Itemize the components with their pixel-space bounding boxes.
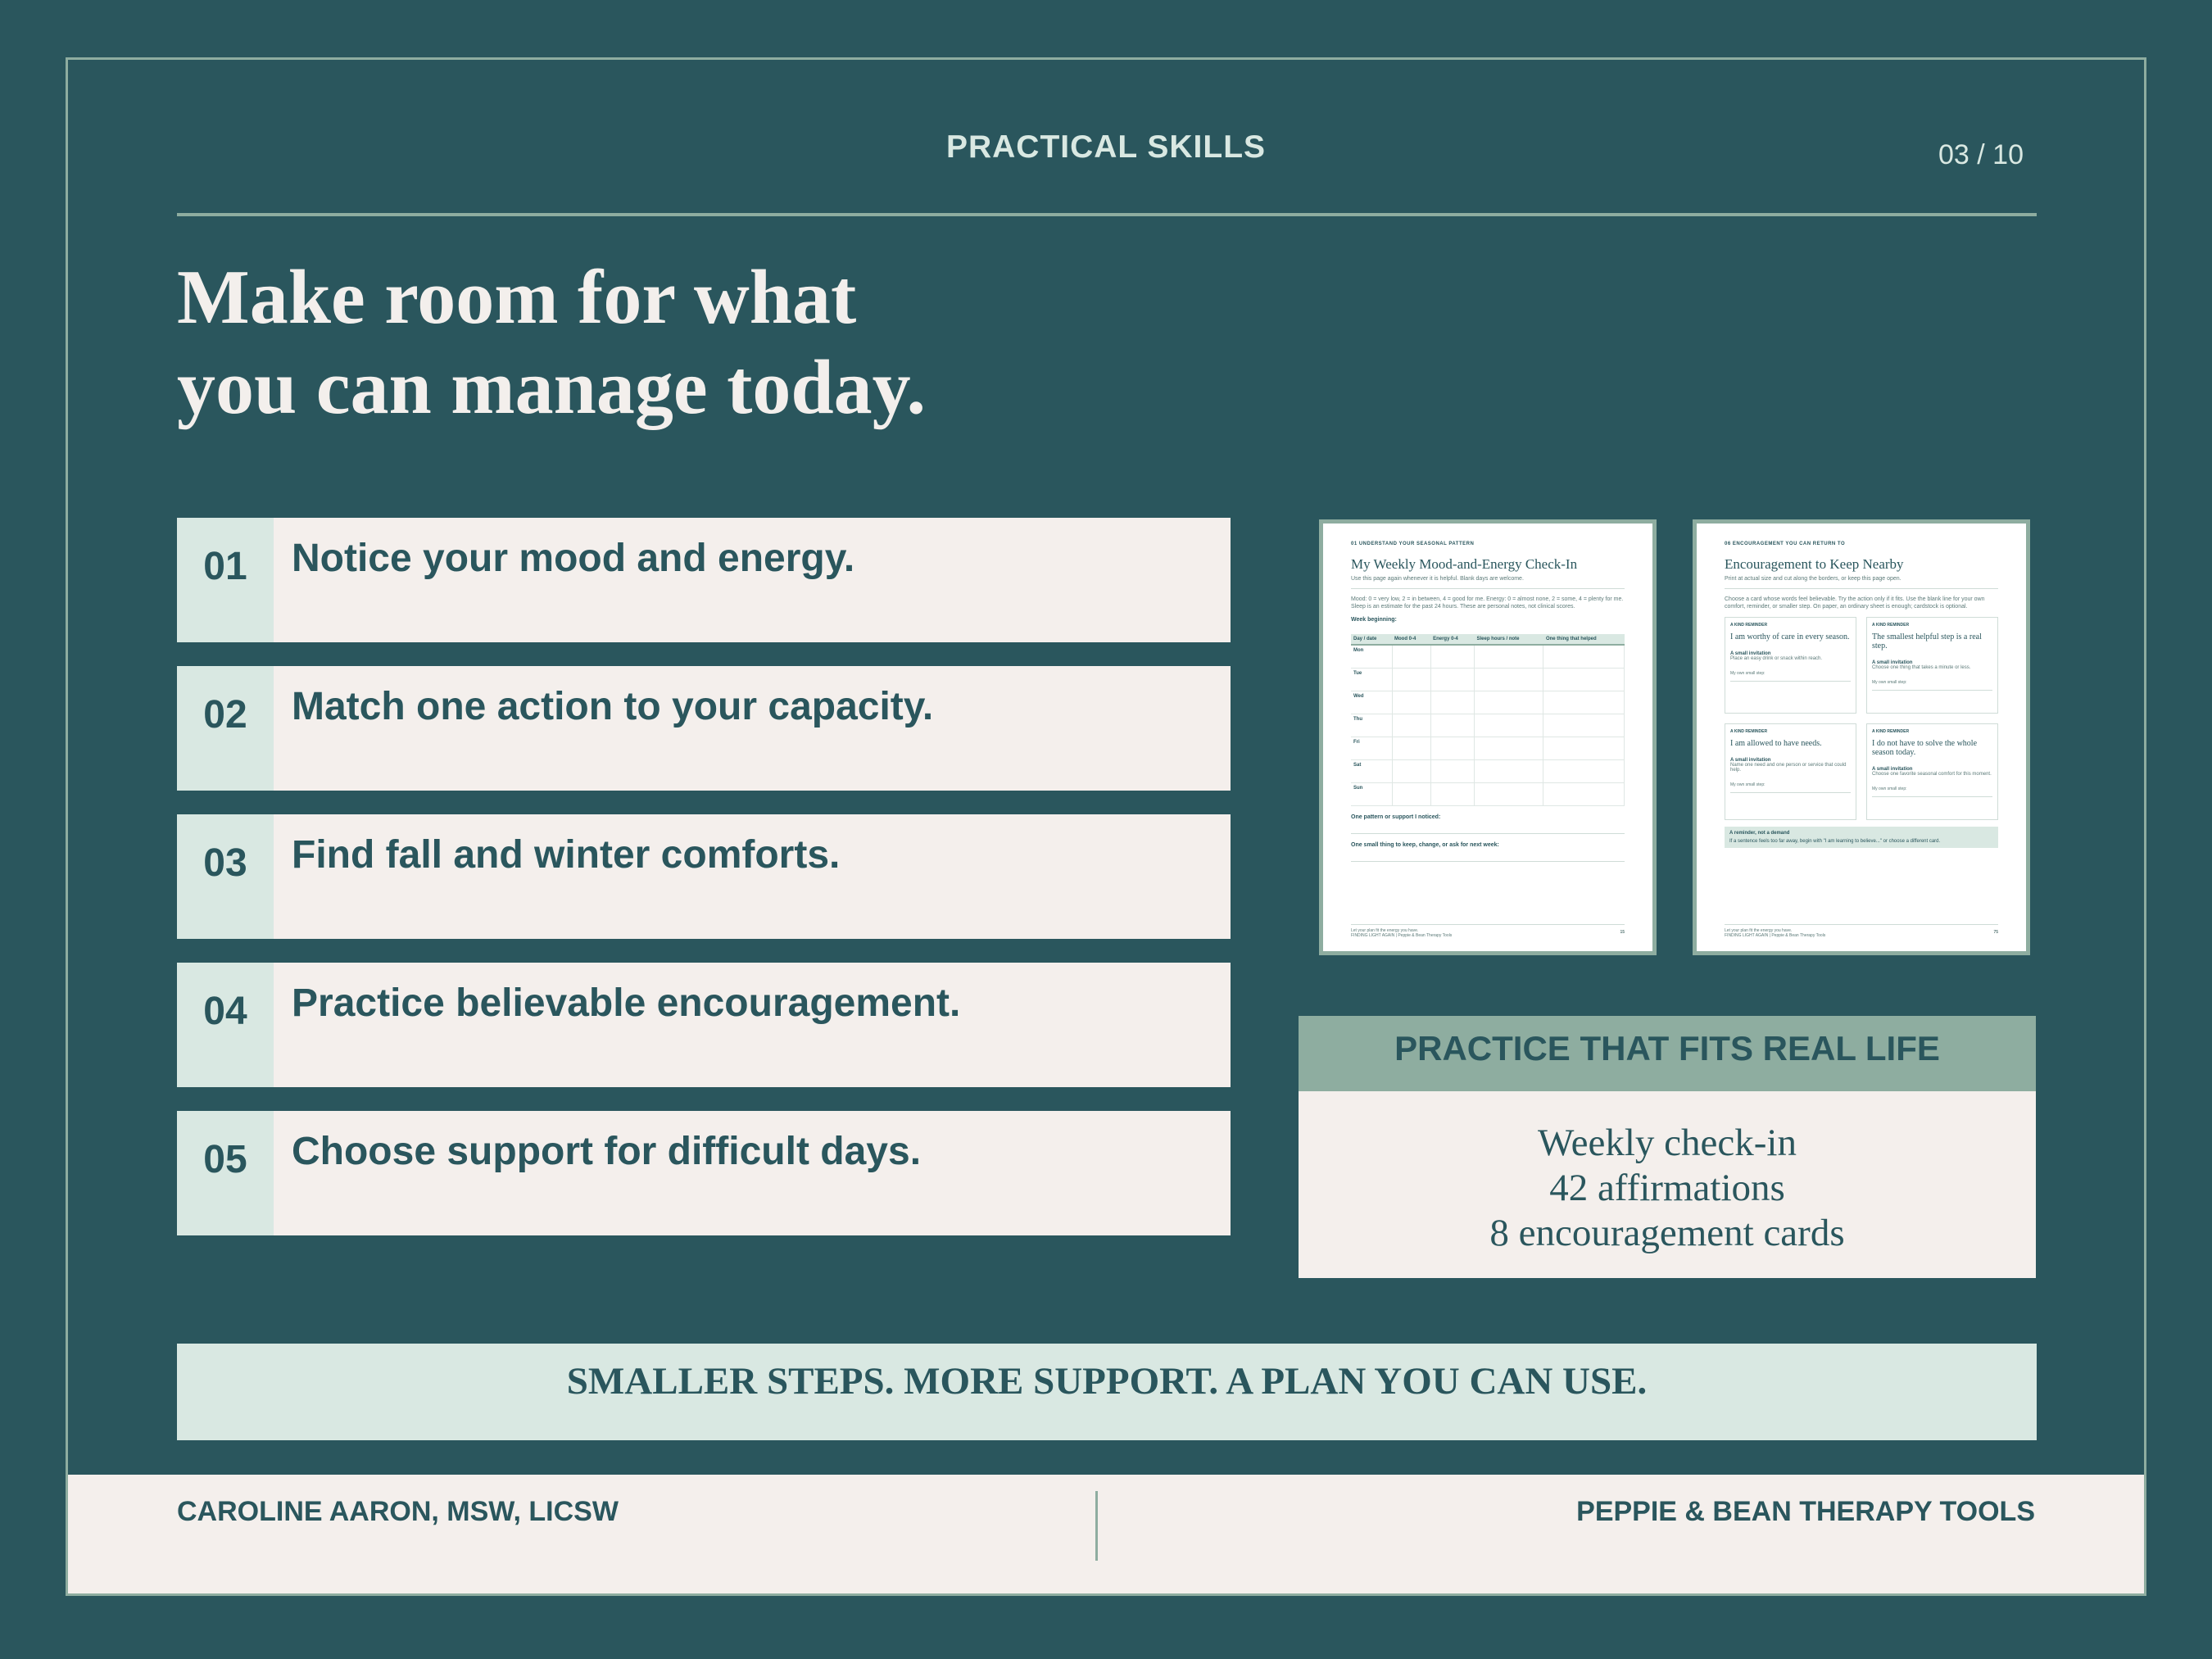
card-quote: I am allowed to have needs.	[1730, 739, 1822, 748]
card-own-step: My own small step:	[1872, 786, 1992, 797]
encouragement-worksheet-preview	[1693, 519, 2030, 955]
table-row	[1351, 737, 1625, 760]
table-row	[1351, 645, 1625, 669]
headline	[177, 252, 1324, 433]
practice-item: Weekly check-in	[1538, 1122, 1797, 1164]
headline-line-1: Make room for what	[177, 255, 857, 340]
card-own-step: My own small step:	[1872, 680, 1992, 691]
footer-note: Let your plan fit the energy you have.	[1351, 928, 1419, 933]
card-invitation-label: A small invitation	[1730, 758, 1771, 763]
step-number: 04	[177, 963, 274, 1087]
worksheet-footer	[1351, 924, 1625, 938]
step-number: 05	[177, 1111, 274, 1235]
card-action: Choose one thing that takes a minute or less.	[1872, 665, 1971, 670]
step-number: 01	[177, 518, 274, 642]
brand-credit: PEPPIE & BEAN THERAPY TOOLS	[1576, 1496, 2035, 1527]
worksheet-title: Encouragement to Keep Nearby	[1725, 556, 1904, 572]
headline-line-2: you can manage today.	[177, 345, 926, 430]
card-quote: I do not have to solve the whole season today.	[1872, 739, 1978, 757]
slide-footer	[68, 1475, 2144, 1593]
practice-list	[1299, 1091, 2036, 1278]
note-text: If a sentence feels too far away, begin with "I am learning to believe..." or choose a different card.	[1729, 839, 1941, 844]
checkin-table	[1351, 634, 1625, 806]
step-item	[177, 1111, 1231, 1235]
reminder-note	[1725, 827, 1998, 848]
table-row	[1351, 669, 1625, 691]
step-text: Notice your mood and energy.	[292, 537, 855, 580]
day-cell: Wed	[1351, 691, 1392, 714]
step-text: Find fall and winter comforts.	[292, 833, 841, 877]
card-kicker: A KIND REMINDER	[1730, 623, 1768, 628]
card-kicker: A KIND REMINDER	[1872, 623, 1910, 628]
week-label: Week beginning:	[1351, 617, 1397, 623]
worksheet-subtitle: Use this page again whenever it is helpful. Blank days are welcome.	[1351, 576, 1625, 589]
worksheet-intro: Choose a card whose words feel believable. Try the action only if it fits. Use the blank line for your own comfort, reminder, or smaller step. On paper, an ordinary sheet is enough; cardstock is optional.	[1725, 596, 1985, 610]
card-invitation-label: A small invitation	[1872, 767, 1913, 772]
table-row	[1351, 783, 1625, 806]
footer-brand: FINDING LIGHT AGAIN | Peppie & Bean Therapy Tools	[1351, 933, 1453, 938]
step-item	[177, 666, 1231, 791]
column-header: Sleep hours / note	[1475, 634, 1543, 645]
header-rule	[177, 213, 2037, 216]
card-action: Place an easy drink or snack within reach.	[1730, 656, 1823, 661]
tagline-banner: SMALLER STEPS. MORE SUPPORT. A PLAN YOU CAN USE.	[177, 1344, 2037, 1440]
table-row	[1351, 691, 1625, 714]
column-header: Day / date	[1351, 634, 1392, 645]
step-text: Choose support for difficult days.	[292, 1130, 922, 1173]
step-item	[177, 963, 1231, 1087]
footer-brand: FINDING LIGHT AGAIN | Peppie & Bean Therapy Tools	[1725, 933, 1826, 938]
worksheet-footer	[1725, 924, 1998, 938]
table-row	[1351, 714, 1625, 737]
next-week-label: One small thing to keep, change, or ask for next week:	[1351, 842, 1499, 848]
step-item	[177, 518, 1231, 642]
day-cell: Sat	[1351, 760, 1392, 783]
pattern-label: One pattern or support I noticed:	[1351, 814, 1441, 820]
column-header: Mood 0-4	[1392, 634, 1430, 645]
encouragement-card	[1725, 617, 1856, 714]
write-line	[1351, 850, 1625, 862]
step-number: 03	[177, 814, 274, 939]
encouragement-card	[1866, 617, 1998, 714]
section-eyebrow: PRACTICAL SKILLS	[945, 129, 1267, 165]
table-row	[1351, 760, 1625, 783]
day-cell: Tue	[1351, 669, 1392, 691]
footer-note: Let your plan fit the energy you have.	[1725, 928, 1793, 933]
card-quote: I am worthy of care in every season.	[1730, 632, 1850, 641]
author-credit: CAROLINE AARON, MSW, LICSW	[177, 1496, 619, 1527]
card-action: Name one need and one person or service that could help.	[1730, 763, 1847, 773]
card-quote: The smallest helpful step is a real step.	[1872, 632, 1982, 650]
day-cell: Sun	[1351, 783, 1392, 806]
worksheet-title: My Weekly Mood-and-Energy Check-In	[1351, 556, 1578, 572]
column-header: One thing that helped	[1543, 634, 1625, 645]
note-title: A reminder, not a demand	[1729, 831, 1790, 836]
practice-item: 8 encouragement cards	[1489, 1212, 1845, 1254]
step-item	[177, 814, 1231, 939]
card-kicker: A KIND REMINDER	[1872, 729, 1910, 734]
practice-heading: PRACTICE THAT FITS REAL LIFE	[1299, 1016, 2036, 1091]
worksheet-page-number: 15	[1620, 930, 1625, 935]
worksheet-section: 01 UNDERSTAND YOUR SEASONAL PATTERN	[1351, 542, 1475, 546]
card-action: Choose one favorite seasonal comfort for this moment.	[1872, 772, 1992, 777]
footer-divider	[1095, 1491, 1098, 1561]
worksheet-section: 06 ENCOURAGEMENT YOU CAN RETURN TO	[1725, 542, 1846, 546]
practice-item: 42 affirmations	[1549, 1167, 1785, 1209]
step-number: 02	[177, 666, 274, 791]
day-cell: Thu	[1351, 714, 1392, 737]
card-own-step: My own small step:	[1730, 782, 1851, 793]
card-invitation-label: A small invitation	[1872, 660, 1913, 665]
page-number: 03 / 10	[1938, 139, 2024, 170]
encouragement-card	[1866, 723, 1998, 820]
column-header: Energy 0-4	[1430, 634, 1474, 645]
card-grid	[1725, 617, 1998, 820]
encouragement-card	[1725, 723, 1856, 820]
step-text: Practice believable encouragement.	[292, 981, 961, 1025]
card-invitation-label: A small invitation	[1730, 651, 1771, 656]
step-text: Match one action to your capacity.	[292, 685, 934, 728]
write-line	[1351, 822, 1625, 834]
day-cell: Fri	[1351, 737, 1392, 760]
checkin-worksheet-preview	[1319, 519, 1657, 955]
worksheet-page-number: 75	[1993, 930, 1998, 935]
worksheet-subtitle: Print at actual size and cut along the borders, or keep this page open.	[1725, 576, 1998, 589]
card-kicker: A KIND REMINDER	[1730, 729, 1768, 734]
card-own-step: My own small step:	[1730, 671, 1851, 682]
worksheet-scale: Mood: 0 = very low, 2 = in between, 4 = good for me. Energy: 0 = almost none, 2 = some, 4 = plenty for me. Sleep is an estimate for the past 24 hours. These are personal notes, not clinical scores.	[1351, 596, 1624, 610]
day-cell: Mon	[1351, 645, 1392, 669]
